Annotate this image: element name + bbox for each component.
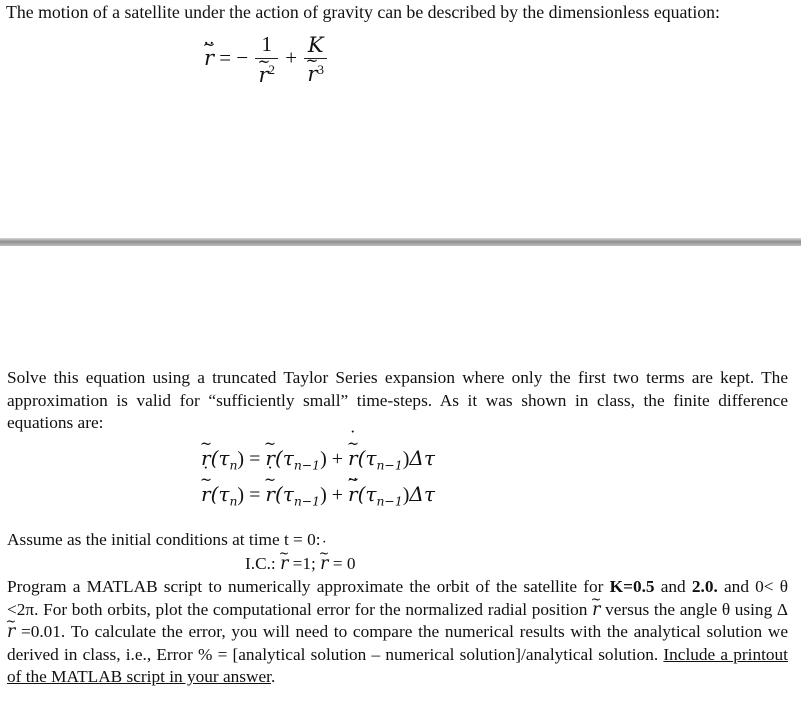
finite-difference-eq-1: ~ $r(\tau_n)$ = ~ $r(\tau_{n-1})$ + ~ r $˙(\tau_{n-1})\Delta\tau$ — [201, 446, 435, 472]
minus-sign: − — [236, 45, 249, 70]
program-paragraph: Program a MATLAB script to numerically approximate the orbit of the satellite for K=0.5 and 2.0. and 0< θ <2π. For both orbits, plot the computational error for the normalized radial position ~ r versus the angle θ using Δ~ r =0.01. To calculate the error, you will need to compare the numerical results with the analytical solution we derived in class, i.e., Error % = [analytical solution – numerical solution]/analytical solution. Include a printout of the MATLAB script in your answer. — [7, 576, 788, 689]
r-tilde: ~ r — [592, 599, 600, 622]
matlab-script-instruction: Include a printout of the MATLAB script in your answer — [7, 644, 788, 687]
r-dot: ~ r ˙ — [201, 482, 211, 506]
r-dot: ~ r ˙ — [265, 482, 275, 506]
r-tilde: ~ r — [307, 62, 317, 86]
k-value-2: 2.0. — [691, 577, 718, 596]
r-dot: ~ r ˙ — [320, 553, 328, 576]
solve-paragraph: Solve this equation using a truncated Taylor Series expansion where only the first two terms are kept. The approximation is valid for “sufficiently small” time-steps. As it was shown in class, the finite difference equations are: — [7, 368, 788, 433]
r-double-dot: ~ r ‥ — [204, 46, 214, 70]
equals-sign: = — [219, 45, 232, 70]
page-divider — [0, 238, 801, 246]
delta-tau: Δτ — [409, 446, 435, 470]
r-tilde: ~ r — [258, 63, 268, 87]
main-equation — [204, 32, 329, 88]
r-dot: ~ r ˙ — [348, 446, 358, 470]
exponent: 2 — [268, 62, 276, 77]
ic-label: I.C.: — [245, 554, 276, 573]
r-tilde: ~ r — [7, 621, 15, 644]
k-label: K — [609, 577, 624, 596]
plus-sign: + — [285, 45, 298, 70]
r-tilde: ~ r — [265, 446, 275, 470]
r-tilde: ~ r — [201, 446, 211, 470]
initial-conditions-equation: I.C.: ~ r =1; ~ r ˙ = 0 — [245, 553, 355, 576]
exponent: 3 — [317, 61, 324, 77]
fraction-k-over-r-cubed — [304, 33, 327, 88]
r-tilde: ~ r — [280, 553, 288, 576]
delta-tau: Δτ — [409, 482, 435, 506]
initial-conditions-intro: Assume as the initial conditions at time t = 0: — [7, 530, 321, 549]
fraction-numerator: K — [304, 33, 327, 59]
fraction-numerator: 1 — [255, 32, 278, 59]
finite-difference-eq-2: ~ r $˙(\tau_n)$ = ~ r $˙(\tau_{n-1})$ + ~ r $‥(\tau_{n-1})\Delta\tau$ — [201, 482, 435, 508]
fraction-one-over-r-squared — [255, 32, 278, 88]
k-value-1: =0.5 — [623, 577, 655, 596]
intro-text: The motion of a satellite under the action of gravity can be described by the dimensionless equation: — [6, 2, 721, 22]
r-double-dot: ~ r ‥ — [348, 482, 358, 506]
